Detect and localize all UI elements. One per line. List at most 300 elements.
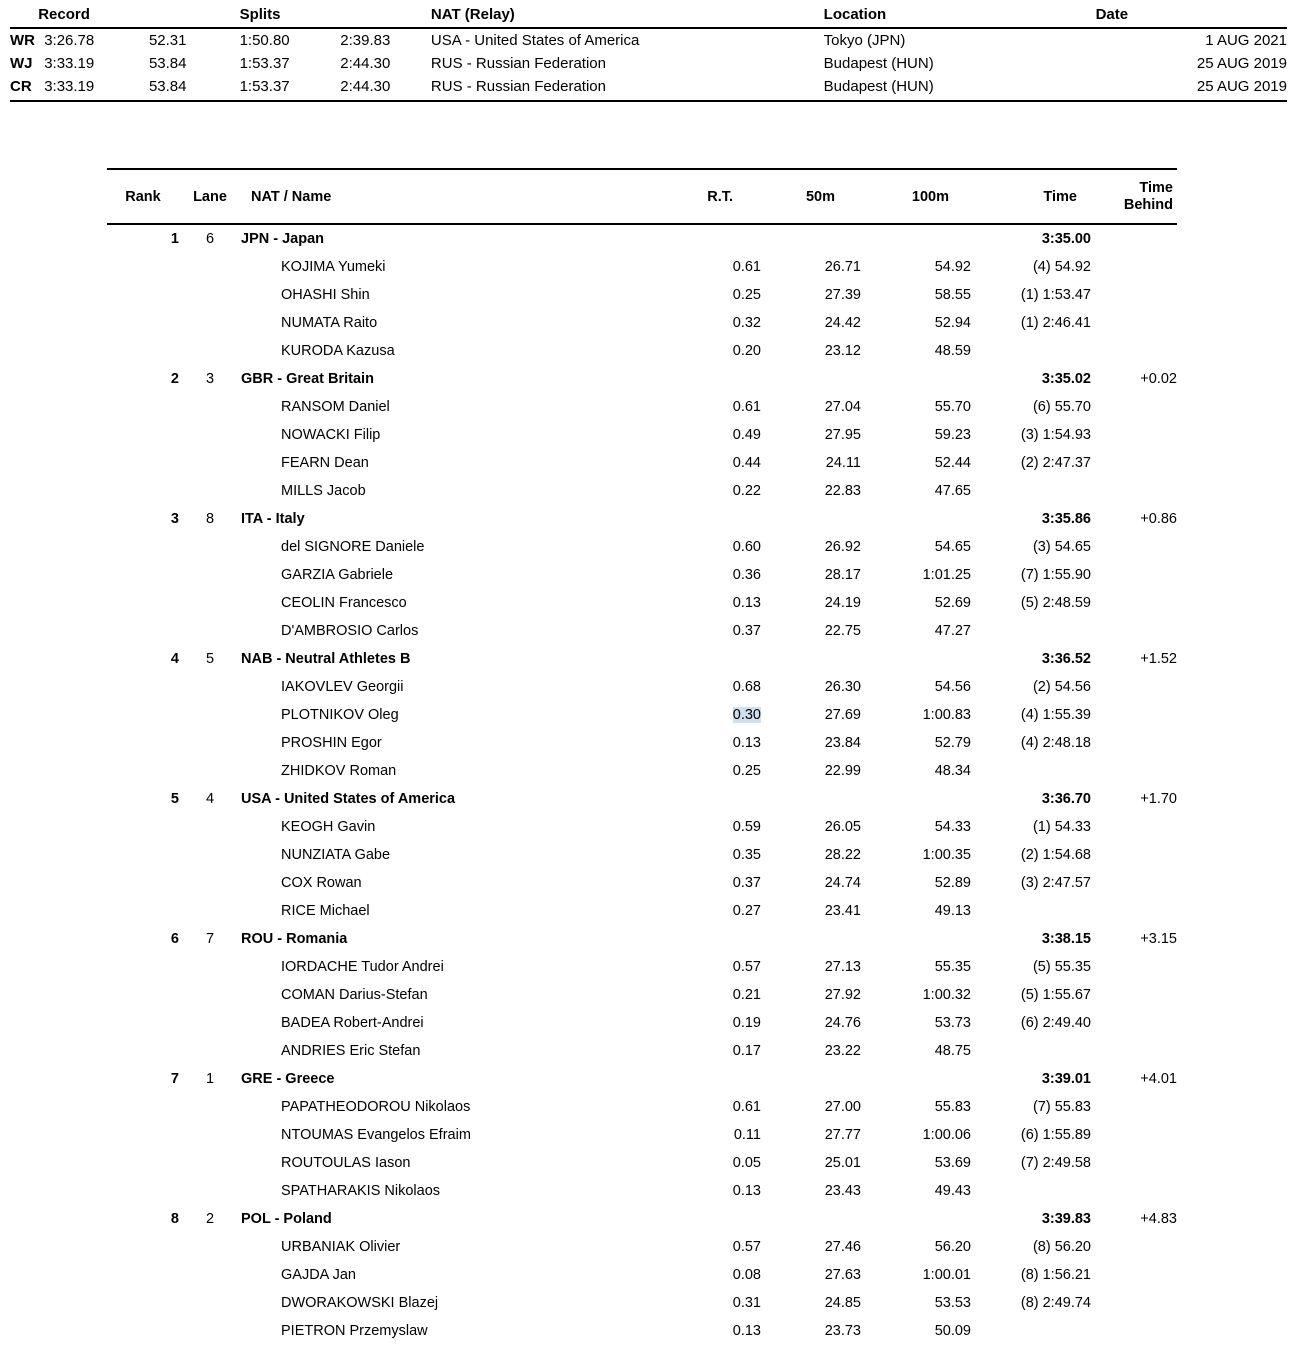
athlete-cumulative-time [971,1177,1091,1205]
athlete-row[interactable] [107,1009,1177,1037]
athlete-cumulative-time: (7) 55.83 [1032,1099,1091,1116]
athlete-50m-split: 23.73 [824,1323,861,1340]
athlete-behind-spacer [1091,841,1177,869]
athlete-reaction-time[interactable]: 0.36 [732,567,761,584]
athlete-behind-spacer [1091,1009,1177,1037]
athlete-50m-split: 26.05 [824,819,861,836]
athlete-name: D'AMBROSIO Carlos [281,623,419,640]
athlete-reaction-time[interactable]: 0.11 [733,1127,761,1144]
team-rank: 1 [170,231,179,248]
athlete-row[interactable] [107,617,1177,645]
athlete-cumulative-time: (4) 1:55.39 [1020,707,1091,724]
athlete-behind-spacer [1091,1317,1177,1345]
team-name: JPN - Japan [241,231,324,248]
athlete-behind-spacer [1091,421,1177,449]
record-date: 25 AUG 2019 [1096,75,1287,101]
record-code: WR [10,32,35,49]
record-split-50: 53.84 [148,55,187,72]
athlete-reaction-time[interactable]: 0.13 [732,735,761,752]
athlete-100m-split: 54.33 [934,819,971,836]
records-table-container [10,6,1287,102]
athlete-rank-spacer [107,729,179,757]
athlete-rank-spacer [107,449,179,477]
athlete-100m-split: 55.70 [934,399,971,416]
athlete-100m-split: 48.34 [934,763,971,780]
athlete-lane-spacer [179,1233,241,1261]
athlete-100m-split: 1:00.01 [922,1267,971,1284]
athlete-reaction-time[interactable]: 0.68 [732,679,761,696]
athlete-row[interactable] [107,281,1177,309]
athlete-lane-spacer [179,897,241,925]
athlete-cumulative-time: (5) 2:48.59 [1020,595,1091,612]
athlete-50m-split: 28.22 [824,847,861,864]
athlete-cumulative-time: (8) 2:49.74 [1020,1295,1091,1312]
athlete-rank-spacer [107,897,179,925]
athlete-name: IORDACHE Tudor Andrei [281,959,444,976]
athlete-behind-spacer [1091,337,1177,365]
athlete-rank-spacer [107,393,179,421]
athlete-reaction-time[interactable]: 0.13 [732,1323,761,1340]
athlete-name: RANSOM Daniel [281,399,390,416]
team-rt [661,224,761,253]
athlete-100m-split: 55.35 [934,959,971,976]
athlete-reaction-time[interactable]: 0.32 [732,315,761,332]
athlete-100m-split: 49.43 [934,1183,971,1200]
athlete-behind-spacer [1091,589,1177,617]
athlete-behind-spacer [1091,309,1177,337]
athlete-row[interactable] [107,1037,1177,1065]
team-rt [661,925,761,953]
athlete-row[interactable] [107,757,1177,785]
athlete-cumulative-time [971,337,1091,365]
team-rank: 2 [170,371,179,388]
athlete-name: OHASHI Shin [281,287,370,304]
athlete-behind-spacer [1091,533,1177,561]
athlete-50m-split: 27.95 [824,427,861,444]
records-header-row [10,6,1287,28]
team-row[interactable] [107,505,1177,533]
athlete-lane-spacer [179,561,241,589]
athlete-name: MILLS Jacob [281,483,366,500]
athlete-50m-split: 27.39 [824,287,861,304]
team-time: 3:35.86 [1041,511,1091,528]
team-100m [861,785,971,813]
team-time: 3:35.02 [1041,371,1091,388]
team-50m [761,505,861,533]
athlete-cumulative-time: (7) 1:55.90 [1020,567,1091,584]
athlete-50m-split: 24.11 [825,455,861,472]
athlete-rank-spacer [107,953,179,981]
results-table-container [107,168,1177,1345]
team-row[interactable] [107,1065,1177,1093]
athlete-100m-split: 53.69 [934,1155,971,1172]
team-rt [661,785,761,813]
team-50m [761,645,861,673]
athlete-lane-spacer [179,617,241,645]
athlete-rank-spacer [107,421,179,449]
athlete-reaction-time[interactable]: 0.60 [732,539,761,556]
athlete-name: IAKOVLEV Georgii [281,679,404,696]
athlete-lane-spacer [179,281,241,309]
athlete-reaction-time[interactable]: 0.31 [732,1295,761,1312]
athlete-reaction-time[interactable]: 0.49 [732,427,761,444]
team-rt [661,1205,761,1233]
athlete-rank-spacer [107,309,179,337]
athlete-cumulative-time: (8) 56.20 [1032,1239,1091,1256]
athlete-cumulative-time: (3) 54.65 [1032,539,1091,556]
team-time-behind: +4.01 [1140,1071,1177,1088]
athlete-50m-split: 27.69 [824,707,861,724]
athlete-row[interactable] [107,981,1177,1009]
results-header-100m: 100m [861,169,971,224]
athlete-lane-spacer [179,309,241,337]
team-lane: 5 [205,651,215,668]
team-row[interactable] [107,925,1177,953]
team-time: 3:36.52 [1041,651,1091,668]
athlete-row[interactable] [107,869,1177,897]
athlete-50m-split: 22.99 [824,763,861,780]
team-name: GRE - Greece [241,1071,335,1088]
athlete-row[interactable] [107,253,1177,281]
athlete-cumulative-time: (6) 55.70 [1032,399,1091,416]
athlete-name: ANDRIES Eric Stefan [281,1043,421,1060]
athlete-reaction-time[interactable]: 0.19 [732,1015,761,1032]
athlete-row[interactable] [107,841,1177,869]
athlete-rank-spacer [107,1317,179,1345]
athlete-rank-spacer [107,841,179,869]
team-row[interactable] [107,645,1177,673]
athlete-row[interactable] [107,729,1177,757]
athlete-cumulative-time: (2) 1:54.68 [1020,847,1091,864]
team-100m [861,505,971,533]
athlete-lane-spacer [179,1093,241,1121]
record-date: 1 AUG 2021 [1205,32,1287,49]
team-50m [761,365,861,393]
athlete-100m-split: 53.73 [934,1015,971,1032]
team-name: USA - United States of America [241,791,456,808]
athlete-behind-spacer [1091,813,1177,841]
athlete-behind-spacer [1091,281,1177,309]
athlete-reaction-time[interactable]: 0.08 [732,1267,761,1284]
athlete-reaction-time[interactable]: 0.61 [732,259,761,276]
athlete-row[interactable] [107,561,1177,589]
team-row[interactable] [107,785,1177,813]
athlete-reaction-time[interactable]: 0.13 [732,595,761,612]
results-body [107,224,1177,1345]
athlete-50m-split: 24.19 [824,595,861,612]
athlete-row[interactable] [107,1233,1177,1261]
team-100m [861,224,971,253]
athlete-name: PAPATHEODOROU Nikolaos [281,1099,471,1116]
athlete-rank-spacer [107,1149,179,1177]
athlete-rank-spacer [107,1093,179,1121]
athlete-cumulative-time: (2) 2:47.37 [1020,455,1091,472]
athlete-row[interactable] [107,1093,1177,1121]
athlete-cumulative-time: (1) 2:46.41 [1020,315,1091,332]
athlete-cumulative-time [971,617,1091,645]
record-nat: RUS - Russian Federation [431,75,824,101]
athlete-cumulative-time [971,1317,1091,1345]
athlete-rank-spacer [107,1009,179,1037]
athlete-row[interactable] [107,813,1177,841]
athlete-behind-spacer [1091,981,1177,1009]
record-split-150: 2:44.30 [340,75,431,101]
athlete-reaction-time[interactable]: 0.05 [732,1155,761,1172]
team-rt [661,505,761,533]
athlete-50m-split: 22.75 [824,623,861,640]
athlete-reaction-time[interactable]: 0.25 [732,287,761,304]
athlete-row[interactable] [107,477,1177,505]
athlete-behind-spacer [1091,1093,1177,1121]
athlete-reaction-time[interactable]: 0.37 [732,875,761,892]
athlete-behind-spacer [1091,477,1177,505]
athlete-50m-split: 24.42 [824,315,861,332]
athlete-name: FEARN Dean [281,455,369,472]
athlete-reaction-time[interactable]: 0.22 [732,483,761,500]
athlete-row[interactable] [107,1289,1177,1317]
team-time-behind: +0.02 [1140,371,1177,388]
results-header-time: Time [971,169,1091,224]
athlete-row[interactable] [107,953,1177,981]
athlete-cumulative-time: (4) 2:48.18 [1020,735,1091,752]
team-100m [861,1205,971,1233]
athlete-100m-split: 1:01.25 [922,567,971,584]
team-100m [861,925,971,953]
athlete-lane-spacer [179,253,241,281]
athlete-reaction-time[interactable]: 0.44 [732,455,761,472]
record-time: 3:33.19 [38,75,149,101]
athlete-rank-spacer [107,477,179,505]
athlete-50m-split: 28.17 [824,567,861,584]
athlete-reaction-time[interactable]: 0.37 [732,623,761,640]
athlete-reaction-time[interactable]: 0.17 [732,1043,761,1060]
athlete-row[interactable] [107,1317,1177,1345]
athlete-row[interactable] [107,337,1177,365]
records-header-spacer [10,6,38,28]
athlete-name: KOJIMA Yumeki [281,259,386,276]
team-name: POL - Poland [241,1211,332,1228]
team-time: 3:36.70 [1041,791,1091,808]
athlete-reaction-time[interactable]: 0.20 [732,343,761,360]
athlete-lane-spacer [179,757,241,785]
athlete-lane-spacer [179,533,241,561]
athlete-50m-split: 24.85 [824,1295,861,1312]
athlete-50m-split: 23.22 [824,1043,861,1060]
athlete-reaction-time[interactable]: 0.25 [732,763,761,780]
athlete-row[interactable] [107,1177,1177,1205]
athlete-name: NUNZIATA Gabe [281,847,391,864]
athlete-rank-spacer [107,589,179,617]
athlete-100m-split: 52.69 [934,595,971,612]
selected-text-highlight[interactable]: 0.30 [732,707,761,724]
athlete-reaction-time[interactable]: 0.27 [732,903,761,920]
athlete-100m-split: 1:00.32 [922,987,971,1004]
team-row[interactable] [107,365,1177,393]
record-time: 3:33.19 [44,55,95,72]
athlete-behind-spacer [1091,1037,1177,1065]
athlete-100m-split: 49.13 [934,903,971,920]
athlete-row[interactable] [107,1121,1177,1149]
athlete-row[interactable] [107,309,1177,337]
athlete-row[interactable] [107,897,1177,925]
athlete-reaction-time[interactable]: 0.35 [732,847,761,864]
athlete-behind-spacer [1091,393,1177,421]
results-header-row [107,169,1177,224]
record-split-150: 2:39.83 [340,32,391,49]
team-lane: 7 [205,931,215,948]
athlete-cumulative-time [971,477,1091,505]
athlete-lane-spacer [179,1121,241,1149]
athlete-cumulative-time: (1) 54.33 [1032,819,1091,836]
athlete-reaction-time[interactable]: 0.57 [732,1239,761,1256]
athlete-row[interactable] [107,701,1177,729]
athlete-reaction-time[interactable]: 0.61 [732,399,761,416]
team-time-behind: +3.15 [1140,931,1177,948]
records-body [10,28,1287,101]
team-100m [861,365,971,393]
record-date: 25 AUG 2019 [1196,55,1287,72]
athlete-rank-spacer [107,673,179,701]
athlete-rank-spacer [107,757,179,785]
records-header-location: Location [824,6,1096,28]
athlete-cumulative-time [971,1037,1091,1065]
athlete-lane-spacer [179,1037,241,1065]
record-row [10,28,1287,52]
athlete-reaction-time[interactable]: 0.57 [732,959,761,976]
athlete-50m-split: 26.71 [824,259,861,276]
team-lane: 6 [205,231,215,248]
athlete-behind-spacer [1091,561,1177,589]
athlete-100m-split: 56.20 [934,1239,971,1256]
team-100m [861,645,971,673]
athlete-rank-spacer [107,701,179,729]
athlete-behind-spacer [1091,897,1177,925]
athlete-rank-spacer [107,869,179,897]
records-header-record: Record [38,6,149,28]
athlete-name: GARZIA Gabriele [281,567,394,584]
team-rt [661,1065,761,1093]
athlete-rank-spacer [107,533,179,561]
record-split-50: 52.31 [148,32,187,49]
athlete-name: PROSHIN Egor [281,735,382,752]
team-row[interactable] [107,224,1177,253]
athlete-behind-spacer [1091,757,1177,785]
athlete-cumulative-time: (7) 2:49.58 [1020,1155,1091,1172]
athlete-row[interactable] [107,589,1177,617]
team-50m [761,925,861,953]
athlete-reaction-time[interactable]: 0.13 [732,1183,761,1200]
team-lane: 4 [205,791,215,808]
athlete-lane-spacer [179,1317,241,1345]
athlete-50m-split: 27.63 [824,1267,861,1284]
team-50m [761,1065,861,1093]
team-row[interactable] [107,1205,1177,1233]
athlete-name: COMAN Darius-Stefan [281,987,428,1004]
athlete-lane-spacer [179,421,241,449]
athlete-100m-split: 1:00.83 [922,707,971,724]
athlete-name: NTOUMAS Evangelos Efraim [281,1127,471,1144]
team-rank: 4 [170,651,179,668]
athlete-name: ZHIDKOV Roman [281,763,397,780]
record-location: Budapest (HUN) [824,75,1096,101]
athlete-row[interactable] [107,1261,1177,1289]
athlete-row[interactable] [107,421,1177,449]
athlete-name: del SIGNORE Daniele [281,539,425,556]
team-50m [761,224,861,253]
team-lane: 3 [205,371,215,388]
records-header-splits: Splits [240,6,341,28]
athlete-50m-split: 23.43 [824,1183,861,1200]
athlete-behind-spacer [1091,449,1177,477]
athlete-100m-split: 48.75 [934,1043,971,1060]
team-name: ITA - Italy [241,511,305,528]
athlete-name: PIETRON Przemyslaw [281,1323,428,1340]
athlete-name: SPATHARAKIS Nikolaos [281,1183,441,1200]
athlete-row[interactable] [107,673,1177,701]
record-split-100: 1:50.80 [239,32,290,49]
athlete-cumulative-time: (3) 1:54.93 [1020,427,1091,444]
athlete-cumulative-time: (2) 54.56 [1032,679,1091,696]
athlete-name: RICE Michael [281,903,370,920]
athlete-lane-spacer [179,953,241,981]
athlete-reaction-time[interactable]: 0.59 [732,819,761,836]
athlete-reaction-time[interactable]: 0.61 [732,1099,761,1116]
athlete-100m-split: 52.94 [934,315,971,332]
athlete-behind-spacer [1091,673,1177,701]
athlete-lane-spacer [179,337,241,365]
athlete-100m-split: 54.65 [934,539,971,556]
results-header-50m: 50m [761,169,861,224]
athlete-50m-split: 23.41 [824,903,861,920]
athlete-row[interactable] [107,1149,1177,1177]
athlete-50m-split: 27.04 [824,399,861,416]
athlete-100m-split: 52.89 [934,875,971,892]
athlete-reaction-time[interactable] [661,701,761,729]
team-time-behind: +1.52 [1140,651,1177,668]
athlete-lane-spacer [179,673,241,701]
athlete-cumulative-time: (6) 1:55.89 [1020,1127,1091,1144]
team-lane: 2 [205,1211,215,1228]
athlete-lane-spacer [179,393,241,421]
athlete-rank-spacer [107,981,179,1009]
athlete-row[interactable] [107,449,1177,477]
athlete-50m-split: 23.12 [824,343,861,360]
athlete-rank-spacer [107,1037,179,1065]
athlete-lane-spacer [179,1177,241,1205]
athlete-row[interactable] [107,533,1177,561]
athlete-lane-spacer [179,841,241,869]
athlete-50m-split: 26.92 [824,539,861,556]
athlete-cumulative-time: (3) 2:47.57 [1020,875,1091,892]
athlete-behind-spacer [1091,953,1177,981]
athlete-lane-spacer [179,1261,241,1289]
athlete-rank-spacer [107,1177,179,1205]
team-lane: 8 [205,511,215,528]
athlete-50m-split: 27.92 [824,987,861,1004]
athlete-cumulative-time: (6) 2:49.40 [1020,1015,1091,1032]
record-nat: USA - United States of America [430,32,640,49]
results-header-time-behind-line1: Time [1139,180,1173,196]
team-time: 3:35.00 [1041,231,1091,248]
athlete-100m-split: 58.55 [934,287,971,304]
team-50m [761,785,861,813]
athlete-row[interactable] [107,393,1177,421]
athlete-name: COX Rowan [281,875,362,892]
athlete-rank-spacer [107,1261,179,1289]
athlete-reaction-time[interactable]: 0.21 [732,987,761,1004]
results-header-lane: Lane [179,169,241,224]
records-table [10,6,1287,102]
